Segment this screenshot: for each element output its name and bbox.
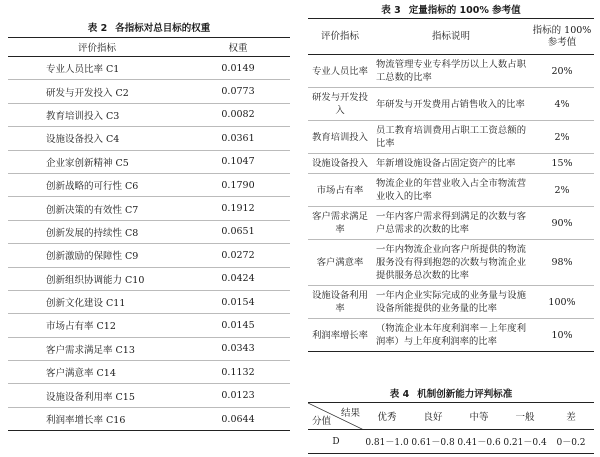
indicator-name: 市场占有率 C12 [8, 314, 186, 337]
indicator-name: 教育培训投入 [308, 121, 372, 154]
table4-level-medium: 中等 [456, 403, 502, 430]
table2-header-row [8, 38, 290, 57]
table4-range-cell: 0.61－0.8 [411, 438, 455, 448]
indicator-name: 创新决策的有效性 C7 [8, 197, 186, 220]
table4-range-cell: 0－0.2 [556, 438, 586, 448]
indicator-description: 一年内客户需求得到满足的次数与客户总需求的次数的比率 [372, 207, 530, 240]
weight-value: 0.0424 [186, 267, 290, 290]
table4-range-cell: 0.41－0.6 [457, 438, 501, 448]
indicator-name: 研发与开发投入 C2 [8, 80, 186, 103]
indicator-name: 设施设备利用率 [308, 286, 372, 319]
table3-body [308, 55, 594, 352]
weight-value: 0.1790 [186, 173, 290, 196]
indicator-description: （物流企业本年度利润率－上年度利润率）与上年度利润率的比率 [376, 323, 526, 347]
indicator-name: 创新组织协调能力 C10 [8, 267, 186, 290]
weight-value: 0.0145 [186, 314, 290, 337]
indicator-name: 客户需求满足率 [308, 207, 372, 240]
table-row [8, 173, 290, 196]
indicator-name: 创新战略的可行性 C6 [8, 173, 186, 196]
table-row [8, 361, 290, 384]
indicator-description: 员工教育培训费用占职工工资总额的比率 [372, 121, 530, 154]
table-row [8, 150, 290, 173]
table4-level-fair: 一般 [502, 403, 548, 430]
table4-corner-score: 分值 [312, 416, 332, 427]
reference-value: 20% [530, 55, 594, 88]
weight-value: 0.0154 [186, 290, 290, 313]
table2-header-indicator: 评价指标 [8, 38, 186, 57]
table2-label: 表 2 [87, 23, 108, 34]
table2-caption [8, 20, 290, 34]
indicator-name: 教育培训投入 C3 [8, 103, 186, 126]
reference-value: 10% [551, 329, 573, 341]
table-row [8, 80, 290, 103]
table2-header-weight: 权重 [186, 38, 290, 57]
table3-header-description: 指标说明 [372, 19, 530, 55]
table-row [308, 174, 594, 207]
indicator-description: 物流管理专业专科学历以上人数占职工总数的比率 [372, 55, 530, 88]
indicator-description: 年新增设施设备占固定资产的比率 [372, 154, 530, 174]
table3-title: 定量指标的 100% 参考值 [408, 5, 521, 16]
table-row [308, 88, 594, 121]
table4-range-cell: 0.81－1.0 [365, 438, 409, 448]
weight-value: 0.0651 [186, 220, 290, 243]
table3-header-indicator: 评价指标 [308, 19, 372, 55]
indicator-name: 创新激励的保障性 C9 [8, 244, 186, 267]
reference-value: 15% [530, 154, 594, 174]
table-row [8, 407, 290, 430]
weight-value: 0.0082 [186, 103, 290, 126]
table2-body [8, 57, 290, 431]
indicator-name: 专业人员比率 [308, 55, 372, 88]
weight-value: 0.1912 [186, 197, 290, 220]
indicator-name: 设施设备利用率 C15 [8, 384, 186, 407]
table4-label: 表 4 [389, 389, 410, 400]
reference-value: 2% [530, 174, 594, 207]
indicator-name: 研发与开发投入 [308, 88, 372, 121]
table4-caption [308, 386, 594, 400]
table3-reference-values [308, 18, 594, 352]
table-row [308, 55, 594, 88]
weight-value: 0.1047 [186, 150, 290, 173]
table-row [308, 286, 594, 319]
indicator-name: 利润率增长率 C16 [46, 415, 126, 427]
weight-value: 0.0149 [186, 57, 290, 80]
weight-value: 0.0123 [186, 384, 290, 407]
indicator-name: 客户满意率 C14 [8, 361, 186, 384]
table-row [8, 290, 290, 313]
indicator-name: 企业家创新精神 C5 [8, 150, 186, 173]
table-row [308, 207, 594, 240]
table4-level-excellent: 优秀 [364, 403, 410, 430]
indicator-description: 物流企业的年营业收入占全市物流营业收入的比率 [372, 174, 530, 207]
table-row [8, 197, 290, 220]
table4-level-good: 良好 [410, 403, 456, 430]
table-row [8, 103, 290, 126]
table-row [8, 384, 290, 407]
reference-value: 4% [530, 88, 594, 121]
table2-weights [8, 37, 290, 431]
reference-value: 90% [530, 207, 594, 240]
indicator-name: 客户满意率 [308, 240, 372, 286]
table3-label: 表 3 [381, 5, 401, 16]
weight-value: 0.0644 [221, 413, 255, 425]
weight-value: 0.0272 [186, 244, 290, 267]
indicator-name: 设施设备投入 C4 [8, 127, 186, 150]
weight-value: 0.1132 [186, 361, 290, 384]
table4-level-poor: 差 [548, 403, 594, 430]
weight-value: 0.0343 [186, 337, 290, 360]
table-row [308, 154, 594, 174]
table-row [308, 121, 594, 154]
indicator-name: 市场占有率 [308, 174, 372, 207]
table-row [8, 337, 290, 360]
table4-corner-result: 结果 [340, 408, 360, 419]
table4-row-label: D [332, 436, 340, 447]
weight-value: 0.0361 [186, 127, 290, 150]
table2-title: 各指标对总目标的权重 [115, 23, 211, 34]
indicator-name: 设施设备投入 [308, 154, 372, 174]
indicator-name: 利润率增长率 [312, 329, 368, 341]
indicator-name: 创新文化建设 C11 [8, 290, 186, 313]
indicator-name: 客户需求满足率 C13 [8, 337, 186, 360]
table-row [8, 57, 290, 80]
table3-header-reference: 指标的 100% 参考值 [530, 19, 594, 55]
reference-value: 100% [530, 286, 594, 319]
reference-value: 98% [530, 240, 594, 286]
reference-value: 2% [530, 121, 594, 154]
table3-caption [308, 2, 594, 16]
table4-criteria [308, 402, 594, 454]
table-row [308, 319, 594, 352]
indicator-name: 专业人员比率 C1 [8, 57, 186, 80]
table-row [8, 220, 290, 243]
weight-value: 0.0773 [186, 80, 290, 103]
table4-corner-cell [308, 403, 364, 430]
table4-range-cell: 0.21－0.4 [503, 438, 547, 448]
table4-row-d [308, 430, 594, 454]
table-row [8, 267, 290, 290]
indicator-description: 年研发与开发费用占销售收入的比率 [372, 88, 530, 121]
table3-header-row [308, 19, 594, 55]
table-row [8, 244, 290, 267]
table4-title: 机制创新能力评判标准 [417, 389, 513, 400]
indicator-description: 一年内企业实际完成的业务量与设施设备所能提供的业务量的比率 [372, 286, 530, 319]
table-row [308, 240, 594, 286]
indicator-description: 一年内物流企业向客户所提供的物流服务没有得到抱怨的次数与物流企业提供服务总次数的比率 [372, 240, 530, 286]
indicator-name: 创新发展的持续性 C8 [8, 220, 186, 243]
table-row [8, 314, 290, 337]
table-row [8, 127, 290, 150]
table4-header-row [308, 403, 594, 430]
